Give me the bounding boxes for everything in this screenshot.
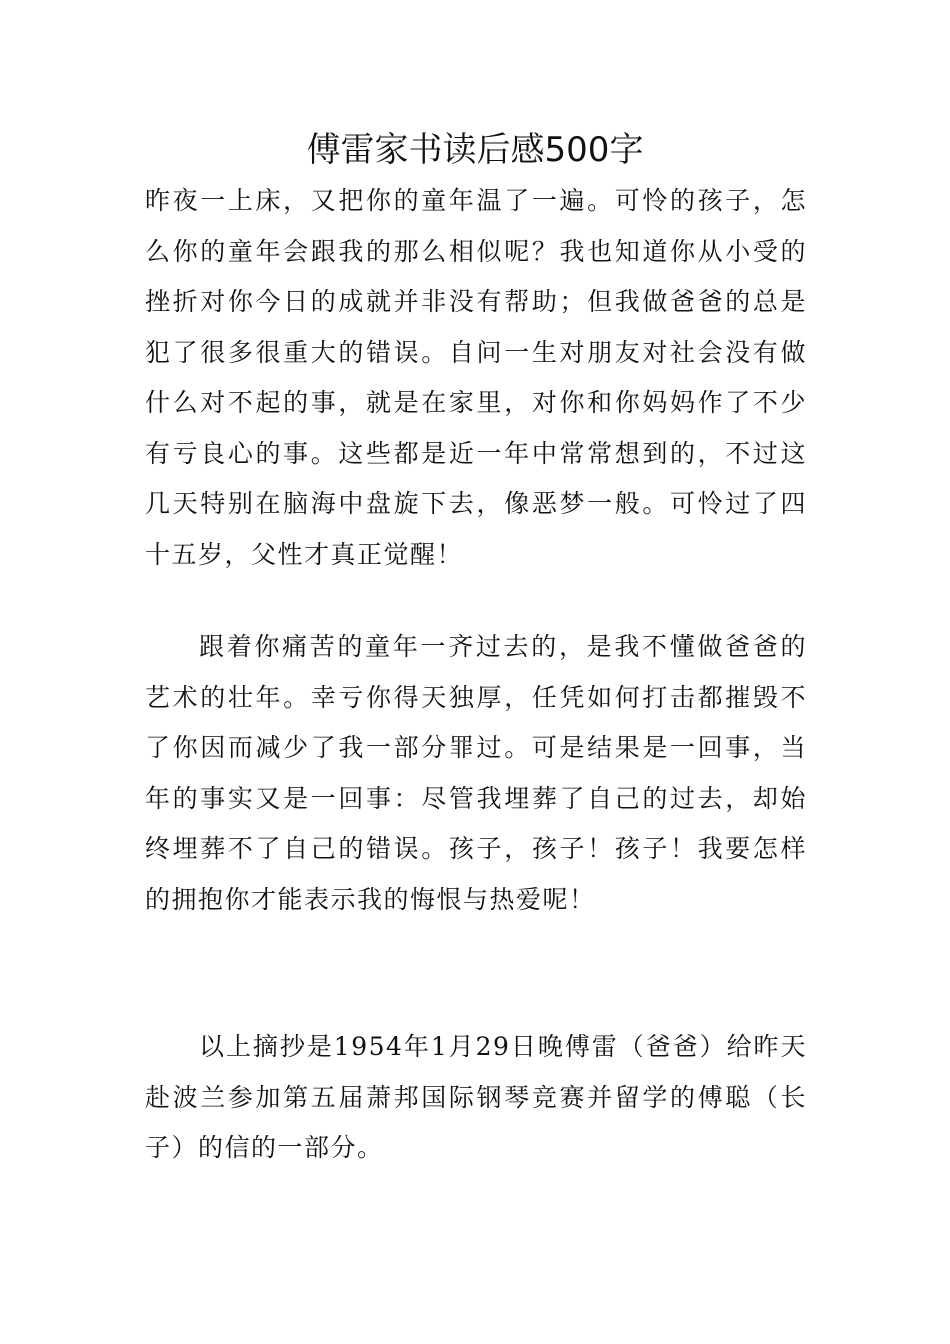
paragraph-2: 跟着你痛苦的童年一齐过去的，是我不懂做爸爸的艺术的壮年。幸亏你得天独厚，任凭如何打击都摧毁不了你因而减少了我一部分罪过。可是结果是一回事，当年的事实又是一回事：尽管我埋葬了自己的过去，却始终埋葬不了自己的错误。孩子，孩子！孩子！我要怎样的拥抱你才能表示我的悔恨与热爱呢！ — [145, 632, 807, 914]
paragraph-1: 昨夜一上床，又把你的童年温了一遍。可怜的孩子，怎么你的童年会跟我的那么相似呢？我也知道你从小受的挫折对你今日的成就并非没有帮助；但我做爸爸的总是犯了很多很重大的错误。自问一生对朋友对社会没有做什么对不起的事，就是在家里，对你和你妈妈作了不少有亏良心的事。这些都是近一年中常常想到的，不过这几天特别在脑海中盘旋下去，像恶梦一般。可怜过了四十五岁，父性才真正觉醒！ — [145, 186, 807, 569]
document-title: 傅雷家书读后感500字 — [306, 130, 644, 170]
paragraph-3: 以上摘抄是1954年1月29日晚傅雷（爸爸）给昨天赴波兰参加第五届萧邦国际钢琴竞赛并留学的傅聪（长子）的信的一部分。 — [145, 1032, 807, 1162]
